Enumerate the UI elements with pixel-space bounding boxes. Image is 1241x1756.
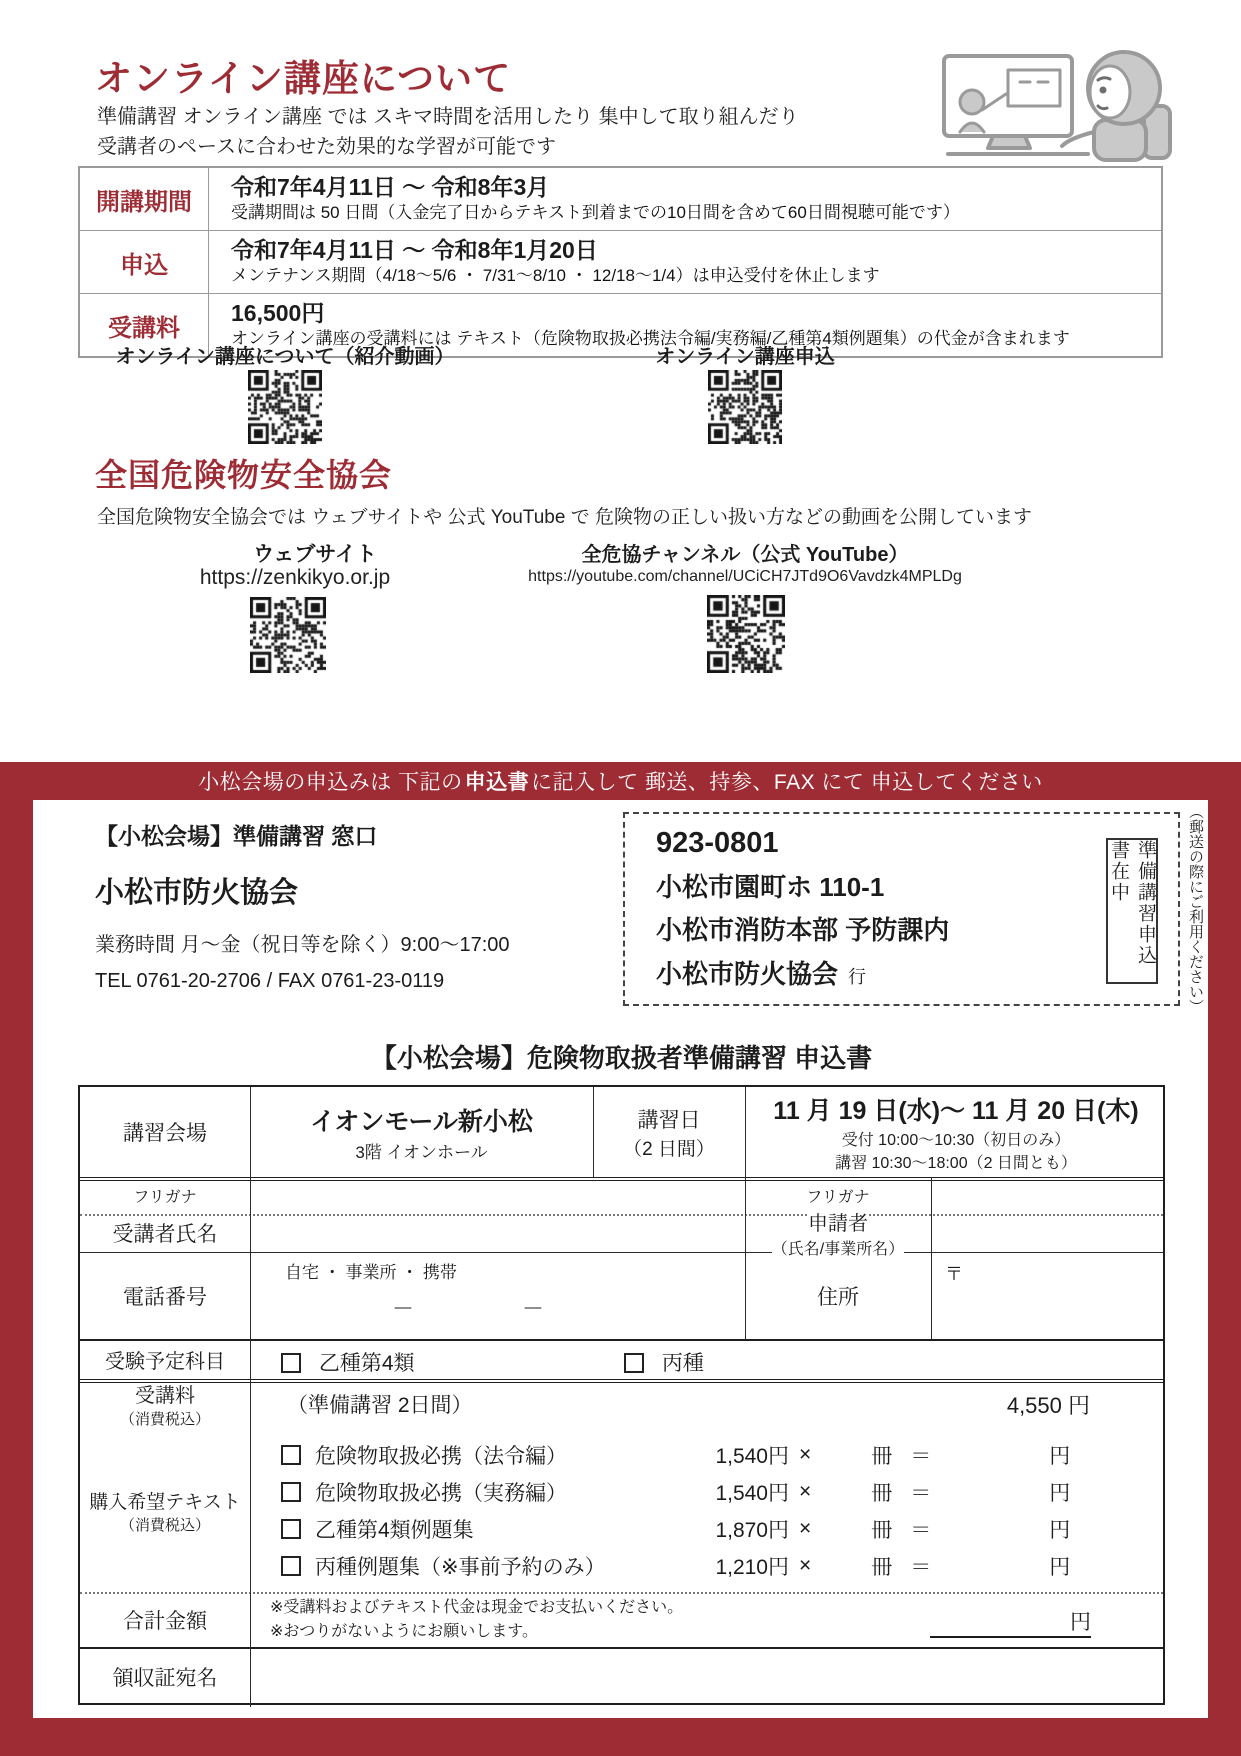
multiply-sign: ×: [799, 1516, 812, 1540]
qr-apply-label: オンライン講座申込: [655, 346, 835, 368]
venue-cell: [250, 1087, 593, 1177]
banner-text-1: 小松会場の申込みは 下記の: [198, 771, 463, 794]
checkbox-hei[interactable]: [624, 1353, 644, 1373]
qr-code-youtube: [707, 595, 785, 673]
course-fee-cell: [250, 1379, 1167, 1429]
applicant-input[interactable]: [931, 1214, 1167, 1252]
applicant-label: 申請者: [808, 1207, 868, 1236]
website-label: ウェブサイト: [253, 543, 377, 566]
textbook-name: 丙種例題集（※事前予約のみ）: [315, 1555, 606, 1579]
textbook-name: 乙種第4類例題集: [315, 1518, 474, 1542]
mailing-note: （郵送の際にご利用ください）: [1187, 804, 1204, 1014]
fee-main: 16,500円: [231, 300, 325, 326]
course-fee-desc: （準備講習 2日間）: [287, 1394, 473, 1417]
qr-code-course-apply: [708, 370, 782, 444]
address-label: 住所: [817, 1285, 859, 1309]
venue-row-label: [80, 1087, 250, 1177]
period-sub: 受講期間は 50 日間（入金完了日からテキスト到着までの10日間を含めて60日間視聴可能です）: [231, 203, 960, 222]
page-title: オンライン講座について: [95, 58, 512, 99]
equals-sign: ＝: [910, 1482, 932, 1506]
table-row-period: [80, 168, 1161, 230]
table-row-apply: [80, 230, 1161, 293]
textbook-row: [281, 1551, 1167, 1581]
phone-input-cell[interactable]: [250, 1252, 745, 1339]
furigana-label-right: フリガナ: [806, 1189, 870, 1206]
phone-dash-1: －: [392, 1296, 415, 1321]
qr-video-label: オンライン講座について（紹介動画）: [115, 346, 455, 368]
subject-option-2: [624, 1347, 704, 1377]
apply-main: 令和7年4月11日 ～ 令和8年1月20日: [231, 237, 598, 263]
framed-content: [33, 800, 1208, 1718]
receipt-label-cell: [80, 1647, 250, 1707]
textbook-price: 1,540円: [715, 1482, 789, 1506]
textbook-list-cell: [250, 1429, 1167, 1592]
textbook-row: [281, 1514, 1167, 1544]
total-amount-blank[interactable]: [930, 1601, 1070, 1629]
furigana-label-left: フリガナ: [133, 1189, 197, 1206]
total-cell: [250, 1592, 1167, 1647]
subject-option-1-label: 乙種第4類: [318, 1352, 415, 1375]
textbook-price: 1,210円: [715, 1555, 789, 1579]
qr-code-website: [250, 597, 326, 673]
unit-label: 冊: [871, 1482, 893, 1506]
association-desc: 全国危険物安全協会では ウェブサイトや 公式 YouTube で 危険物の正しい扱い方などの動画を公開しています: [97, 507, 1032, 528]
course-fee-amount: 4,550 円: [1006, 1392, 1090, 1418]
phone-dash-2: －: [522, 1296, 545, 1321]
lecture-time: 講習 10:30～18:00（2 日間とも）: [835, 1155, 1077, 1172]
yen-label: 円: [1049, 1555, 1071, 1579]
unit-label: 冊: [871, 1518, 893, 1542]
association-name: 小松市防火協会: [95, 877, 299, 909]
venue-floor: 3階 イオンホール: [355, 1142, 488, 1162]
course-fee-label-cell: [80, 1379, 250, 1429]
unit-label: 冊: [871, 1445, 893, 1469]
total-yen-label: 円: [1070, 1611, 1091, 1634]
course-dates: 11 月 19 日(水)～ 11 月 20 日(木): [773, 1097, 1139, 1125]
textbook-price: 1,870円: [715, 1518, 789, 1542]
total-note-2: ※おつりがないようにお願いします。: [270, 1622, 538, 1640]
association-title: 全国危険物安全協会: [95, 457, 393, 493]
mailing-address-box: [623, 812, 1180, 1006]
date-label: 講習日: [637, 1108, 701, 1132]
phone-label-cell: [80, 1252, 250, 1339]
address-line-1: 小松市園町ホ 110-1: [656, 871, 885, 902]
postal-mark: 〒: [945, 1264, 963, 1284]
tel-fax: TEL 0761-20-2706 / FAX 0761-23-0119: [95, 970, 445, 992]
phone-label: 電話番号: [123, 1285, 207, 1309]
textbook-name: 危険物取扱必携（実務編）: [315, 1482, 567, 1506]
yen-label: 円: [1049, 1518, 1071, 1542]
reception-time: 受付 10:00～10:30（初日のみ）: [841, 1132, 1071, 1149]
furigana-input-left[interactable]: [250, 1177, 745, 1214]
unit-label: 冊: [871, 1555, 893, 1579]
total-notes: [270, 1596, 683, 1644]
checkbox-textbook-hei-problems[interactable]: [281, 1556, 301, 1576]
postal-code: 923-0801: [656, 827, 779, 860]
venue-label: 講習会場: [123, 1122, 207, 1145]
name-label-text: 受講者氏名: [112, 1223, 218, 1246]
intro-line-1: 準備講習 オンライン講座 では スキマ時間を活用したり 集中して取り組んだり: [97, 106, 799, 128]
address-label-cell: [745, 1252, 931, 1339]
subject-option-1: [281, 1347, 415, 1377]
textbook-tax-note: （消費税込）: [119, 1516, 210, 1534]
youtube-channel-url: https://youtube.com/channel/UCiCH7JTd9O6Vavdzk4MPLDg: [528, 568, 962, 585]
applicant-sublabel: （氏名/事業所名）: [772, 1236, 904, 1259]
enclosure-label-box: [1106, 838, 1158, 984]
course-fee-tax-note: （消費税込）: [119, 1411, 210, 1428]
qr-code-intro-video: [248, 370, 322, 444]
row-label-apply: 申込: [80, 231, 209, 293]
equals-sign: ＝: [910, 1555, 932, 1579]
subject-label: 受験予定科目: [105, 1350, 225, 1373]
online-learning-illustration: [938, 44, 1193, 169]
equals-sign: ＝: [910, 1445, 932, 1469]
textbook-row: [281, 1440, 1167, 1470]
intro-text: [97, 102, 799, 162]
total-label: 合計金額: [123, 1609, 207, 1633]
red-frame: [0, 762, 1241, 1756]
total-label-cell: [80, 1592, 250, 1647]
youtube-channel-label: 全危協チャンネル（公式 YouTube）: [581, 544, 909, 566]
student-name-label: [80, 1214, 250, 1252]
yen-label: 円: [1049, 1445, 1071, 1469]
row-label-fee: 受講料: [80, 294, 209, 356]
textbook-row: [281, 1477, 1167, 1507]
enclosure-label: 準備講習申込書在中: [1108, 840, 1156, 966]
date-label-cell: [593, 1087, 745, 1177]
receipt-label: 領収証宛名: [112, 1667, 218, 1690]
checkbox-textbook-practice[interactable]: [281, 1482, 301, 1502]
subject-label-cell: [80, 1339, 250, 1379]
date-label-days: （2 日間）: [623, 1138, 715, 1160]
course-fee-label: 受講料: [135, 1385, 195, 1407]
banner-text-bold: 申込書: [464, 771, 530, 794]
textbook-name: 危険物取扱必携（法令編）: [315, 1445, 567, 1469]
multiply-sign: ×: [799, 1443, 812, 1467]
checkbox-textbook-otsu4-problems[interactable]: [281, 1519, 301, 1539]
period-main: 令和7年4月11日 ～ 令和8年3月: [231, 174, 550, 200]
equals-sign: ＝: [910, 1518, 932, 1542]
date-value-cell: [745, 1087, 1167, 1177]
application-form-table: [78, 1085, 1165, 1705]
textbook-label-cell: [80, 1429, 250, 1592]
subject-option-2-label: 丙種: [661, 1352, 704, 1375]
online-course-info-table: [78, 166, 1163, 358]
checkbox-otsu4[interactable]: [281, 1353, 301, 1373]
row-label-period: 開講期間: [80, 168, 209, 230]
venue-name: イオンモール新小松: [310, 1107, 533, 1136]
address-line-2: 小松市消防本部 予防課内: [656, 915, 950, 946]
fee-sub: オンライン講座の受講料には テキスト（危険物取扱必携法令編/実務編/乙種第4類例題集）の代金が含まれます: [231, 329, 1070, 348]
textbook-price: 1,540円: [715, 1445, 789, 1469]
intro-line-2: 受講者のペースに合わせた効果的な学習が可能です: [97, 136, 556, 158]
multiply-sign: ×: [799, 1480, 812, 1504]
subject-options-cell: [250, 1339, 1167, 1379]
total-note-1: ※受講料およびテキスト代金は現金でお支払いください。: [270, 1598, 684, 1616]
phone-type-options: 自宅 ・ 事業所 ・ 携帯: [285, 1263, 457, 1282]
yen-label: 円: [1049, 1482, 1071, 1506]
venue-window-heading: 【小松会場】準備講習 窓口: [95, 823, 378, 849]
business-hours: 業務時間 月～金（祝日等を除く）9:00～17:00: [95, 934, 510, 956]
addressee: 小松市防火協会: [656, 958, 839, 989]
textbook-label: 購入希望テキスト: [89, 1491, 241, 1513]
address-input-cell[interactable]: [931, 1252, 1167, 1339]
banner-text-2: に記入して 郵送、持参、FAX にて 申込してください: [531, 771, 1043, 794]
apply-sub: メンテナンス期間（4/18～5/6 ・ 7/31～8/10 ・ 12/18～1/4）は申込受付を休止します: [231, 266, 880, 285]
furigana-input-right[interactable]: [931, 1177, 1167, 1214]
form-title: 【小松会場】危険物取扱者準備講習 申込書: [370, 1043, 873, 1073]
multiply-sign: ×: [799, 1553, 812, 1577]
total-amount-field[interactable]: [930, 1601, 1091, 1638]
application-banner: [0, 762, 1241, 800]
receipt-input-cell[interactable]: [250, 1647, 1167, 1707]
checkbox-textbook-law[interactable]: [281, 1445, 301, 1465]
website-url: https://zenkikyo.or.jp: [199, 566, 391, 589]
addressee-suffix: 行: [848, 966, 867, 987]
student-name-input[interactable]: [250, 1214, 745, 1252]
address-line-3: [656, 954, 1178, 991]
